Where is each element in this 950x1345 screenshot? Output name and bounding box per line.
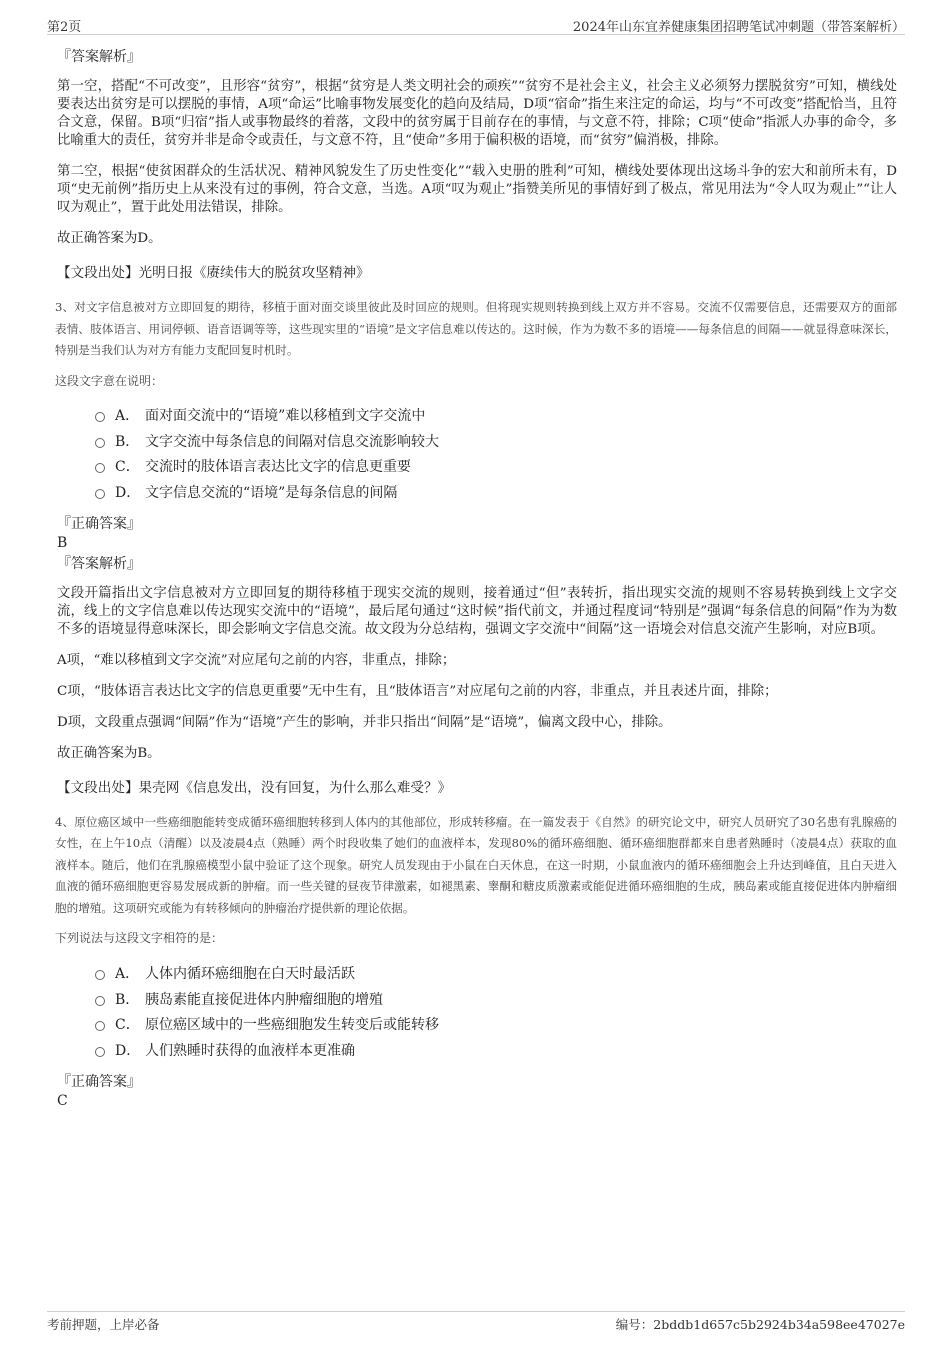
q3-analysis-label: 『答案解析』 [57,555,141,572]
q4-prompt: 下列说法与这段文字相符的是： [55,931,224,946]
q4-options [95,960,897,1062]
q3-analysis-para-4: D项，文段重点强调“间隔”作为“语境”产生的影响，并非只指出“间隔”是“语境”，偏离文段中心，排除。 [57,714,672,730]
option-text: 文字交流中每条信息的间隔对信息交流影响较大 [145,433,439,450]
option-letter: A． [115,408,140,425]
document-title: 2024年山东宜养健康集团招聘笔试冲刺题（带答案解析） [572,20,905,35]
q3-analysis-para-1: 文段开篇指出文字信息被对方立即回复的期待移植于现实交流的规则，接着通过“但”表转折，指出现实交流的规则不容易转换到线上文字交流，线上的文字信息难以传达现实交流中的“语境”，最后尾句通过“这时候”指代前文，并通过程度词“特别是”强调“每条信息的间隔”作为为数不多的语境显得意味深长，即会影响文字信息交流。故文段为分总结构，强调文字交流中“间隔”这一语境会对信息交流产生影响，对应B项。 [57,585,897,637]
q3-options [95,403,897,505]
page-header [47,14,905,35]
option-text: 人们熟睡时获得的血液样本更准确 [145,1042,355,1059]
radio-icon[interactable] [95,1047,105,1057]
q2-source: 【文段出处】光明日报《赓续伟大的脱贫攻坚精神》 [57,265,370,281]
q3-answer-label: 『正确答案』 [57,515,141,532]
q4-option-a[interactable] [95,960,897,986]
radio-icon[interactable] [95,996,105,1006]
q2-analysis-label: 『答案解析』 [57,49,141,65]
document-id: 编号：2bddb1d657c5b2924b34a598ee47027e [615,1317,905,1332]
q3-option-b[interactable] [95,428,897,454]
footer-slogan: 考前押题，上岸必备 [47,1317,160,1332]
q3-analysis-para-2: A项，“难以移植到文字交流”对应尾句之前的内容，非重点，排除； [57,652,456,668]
q3-option-a[interactable] [95,403,897,429]
document-body [57,46,897,1111]
option-letter: B． [115,991,140,1008]
q4-question-text: 4、原位癌区域中一些癌细胞能转变成循环癌细胞转移到人体内的其他部位，形成转移瘤。在一篇发表于《自然》的研究论文中，研究人员研究了30名患有乳腺癌的女性，在上午10点（清醒）以及凌晨4点（熟睡）两个时段收集了她们的血液样本，发现80%的循环癌细胞、循环癌细胞群都来自患者熟睡时（凌晨4点）获取的血液样本。随后，他们在乳腺癌模型小鼠中验证了这个现象。研究人员发现由于小鼠在白天休息，在这一时期，小鼠血液内的循环癌细胞会上升达到峰值，且白天进入血液的循环癌细胞更容易发展成新的肿瘤。而一些关键的昼夜节律激素，如褪黑素、睾酮和糖皮质激素或能促进循环癌细胞的生成，胰岛素或能直接促进体内肿瘤细胞的增殖。这项研究或能为有转移倾向的肿瘤治疗提供新的理论依据。 [55,814,897,915]
option-text: 交流时的肢体语言表达比文字的信息更重要 [145,459,411,476]
radio-icon[interactable] [95,489,105,499]
q3-analysis-conclusion: 故正确答案为B。 [57,745,161,761]
option-text: 文字信息交流的“语境”是每条信息的间隔 [145,485,398,502]
q4-answer-label: 『正确答案』 [57,1073,141,1090]
radio-icon[interactable] [95,438,105,448]
q3-source: 【文段出处】果壳网《信息发出，没有回复，为什么那么难受？》 [57,779,452,796]
q3-option-d[interactable] [95,479,897,505]
q2-analysis-conclusion: 故正确答案为D。 [57,231,162,246]
option-letter: D． [115,485,141,502]
q2-analysis-para-2: 第二空，根据“使贫困群众的生活状况、精神风貌发生了历史性变化”“载入史册的胜利”可知，横线处要体现出这场斗争的宏大和前所未有，D项“史无前例”指历史上从来没有过的事例，符合文意，当选。A项“叹为观止”指赞美所见的事情好到了极点，常见用法为“令人叹为观止”“让人叹为观止”，置于此处用法错误，排除。 [57,164,897,215]
radio-icon[interactable] [95,1021,105,1031]
option-text: 人体内循环癌细胞在白天时最活跃 [145,966,355,983]
option-text: 胰岛素能直接促进体内肿瘤细胞的增殖 [145,991,383,1008]
q4-option-c[interactable] [95,1012,897,1038]
q3-answer-value: B [57,534,68,551]
option-text: 面对面交流中的“语境”难以移植到文字交流中 [145,408,426,425]
option-letter: C． [115,1017,140,1034]
q3-analysis-para-3: C项，“肢体语言表达比文字的信息更重要”无中生有，且“肢体语言”对应尾句之前的内容，非重点，并且表述片面，排除； [57,683,778,699]
option-letter: D． [115,1042,141,1059]
page-footer [47,1311,905,1334]
option-letter: B． [115,433,140,450]
q4-answer-value: C [57,1092,68,1109]
q3-prompt: 这段文字意在说明： [55,373,164,388]
q3-question-text: 3、对文字信息被对方立即回复的期待，移植于面对面交谈里彼此及时回应的规则。但将现实规则转换到线上双方并不容易。交流不仅需要信息，还需要双方的面部表情、肢体语言、用词停顿、语音语调等等，这些现实里的“语境”是文字信息难以传达的。这时候，作为为数不多的语境——每条信息的间隔——就显得意味深长，特别是当我们认为对方有能力支配回复时机时。 [55,300,897,357]
q3-option-c[interactable] [95,454,897,480]
q2-analysis-para-1: 第一空，搭配“不可改变”，且形容“贫穷”，根据“贫穷是人类文明社会的顽疾”“贫穷不是社会主义，社会主义必须努力摆脱贫穷”可知，横线处要表达出贫穷是可以摆脱的事情，A项“命运”比喻事物发展变化的趋向及结局，D项“宿命”指生来注定的命运，均与“不可改变”搭配恰当，且符合文意，保留。B项“归宿”指人或事物最终的着落，文段中的贫穷属于目前存在的事情，与文意不符，排除；C项“使命”指派人办事的命令，多比喻重大的责任，贫穷并非是命令或责任，与文意不符，且“使命”多用于偏积极的语境，而“贫穷”偏消极，排除。 [57,79,897,148]
page-number: 第2页 [47,20,82,35]
q4-option-b[interactable] [95,986,897,1012]
option-letter: C． [115,459,140,476]
q4-option-d[interactable] [95,1037,897,1063]
radio-icon[interactable] [95,463,105,473]
radio-icon[interactable] [95,412,105,422]
option-text: 原位癌区域中的一些癌细胞发生转变后或能转移 [145,1017,439,1034]
option-letter: A． [115,966,140,983]
radio-icon[interactable] [95,970,105,980]
